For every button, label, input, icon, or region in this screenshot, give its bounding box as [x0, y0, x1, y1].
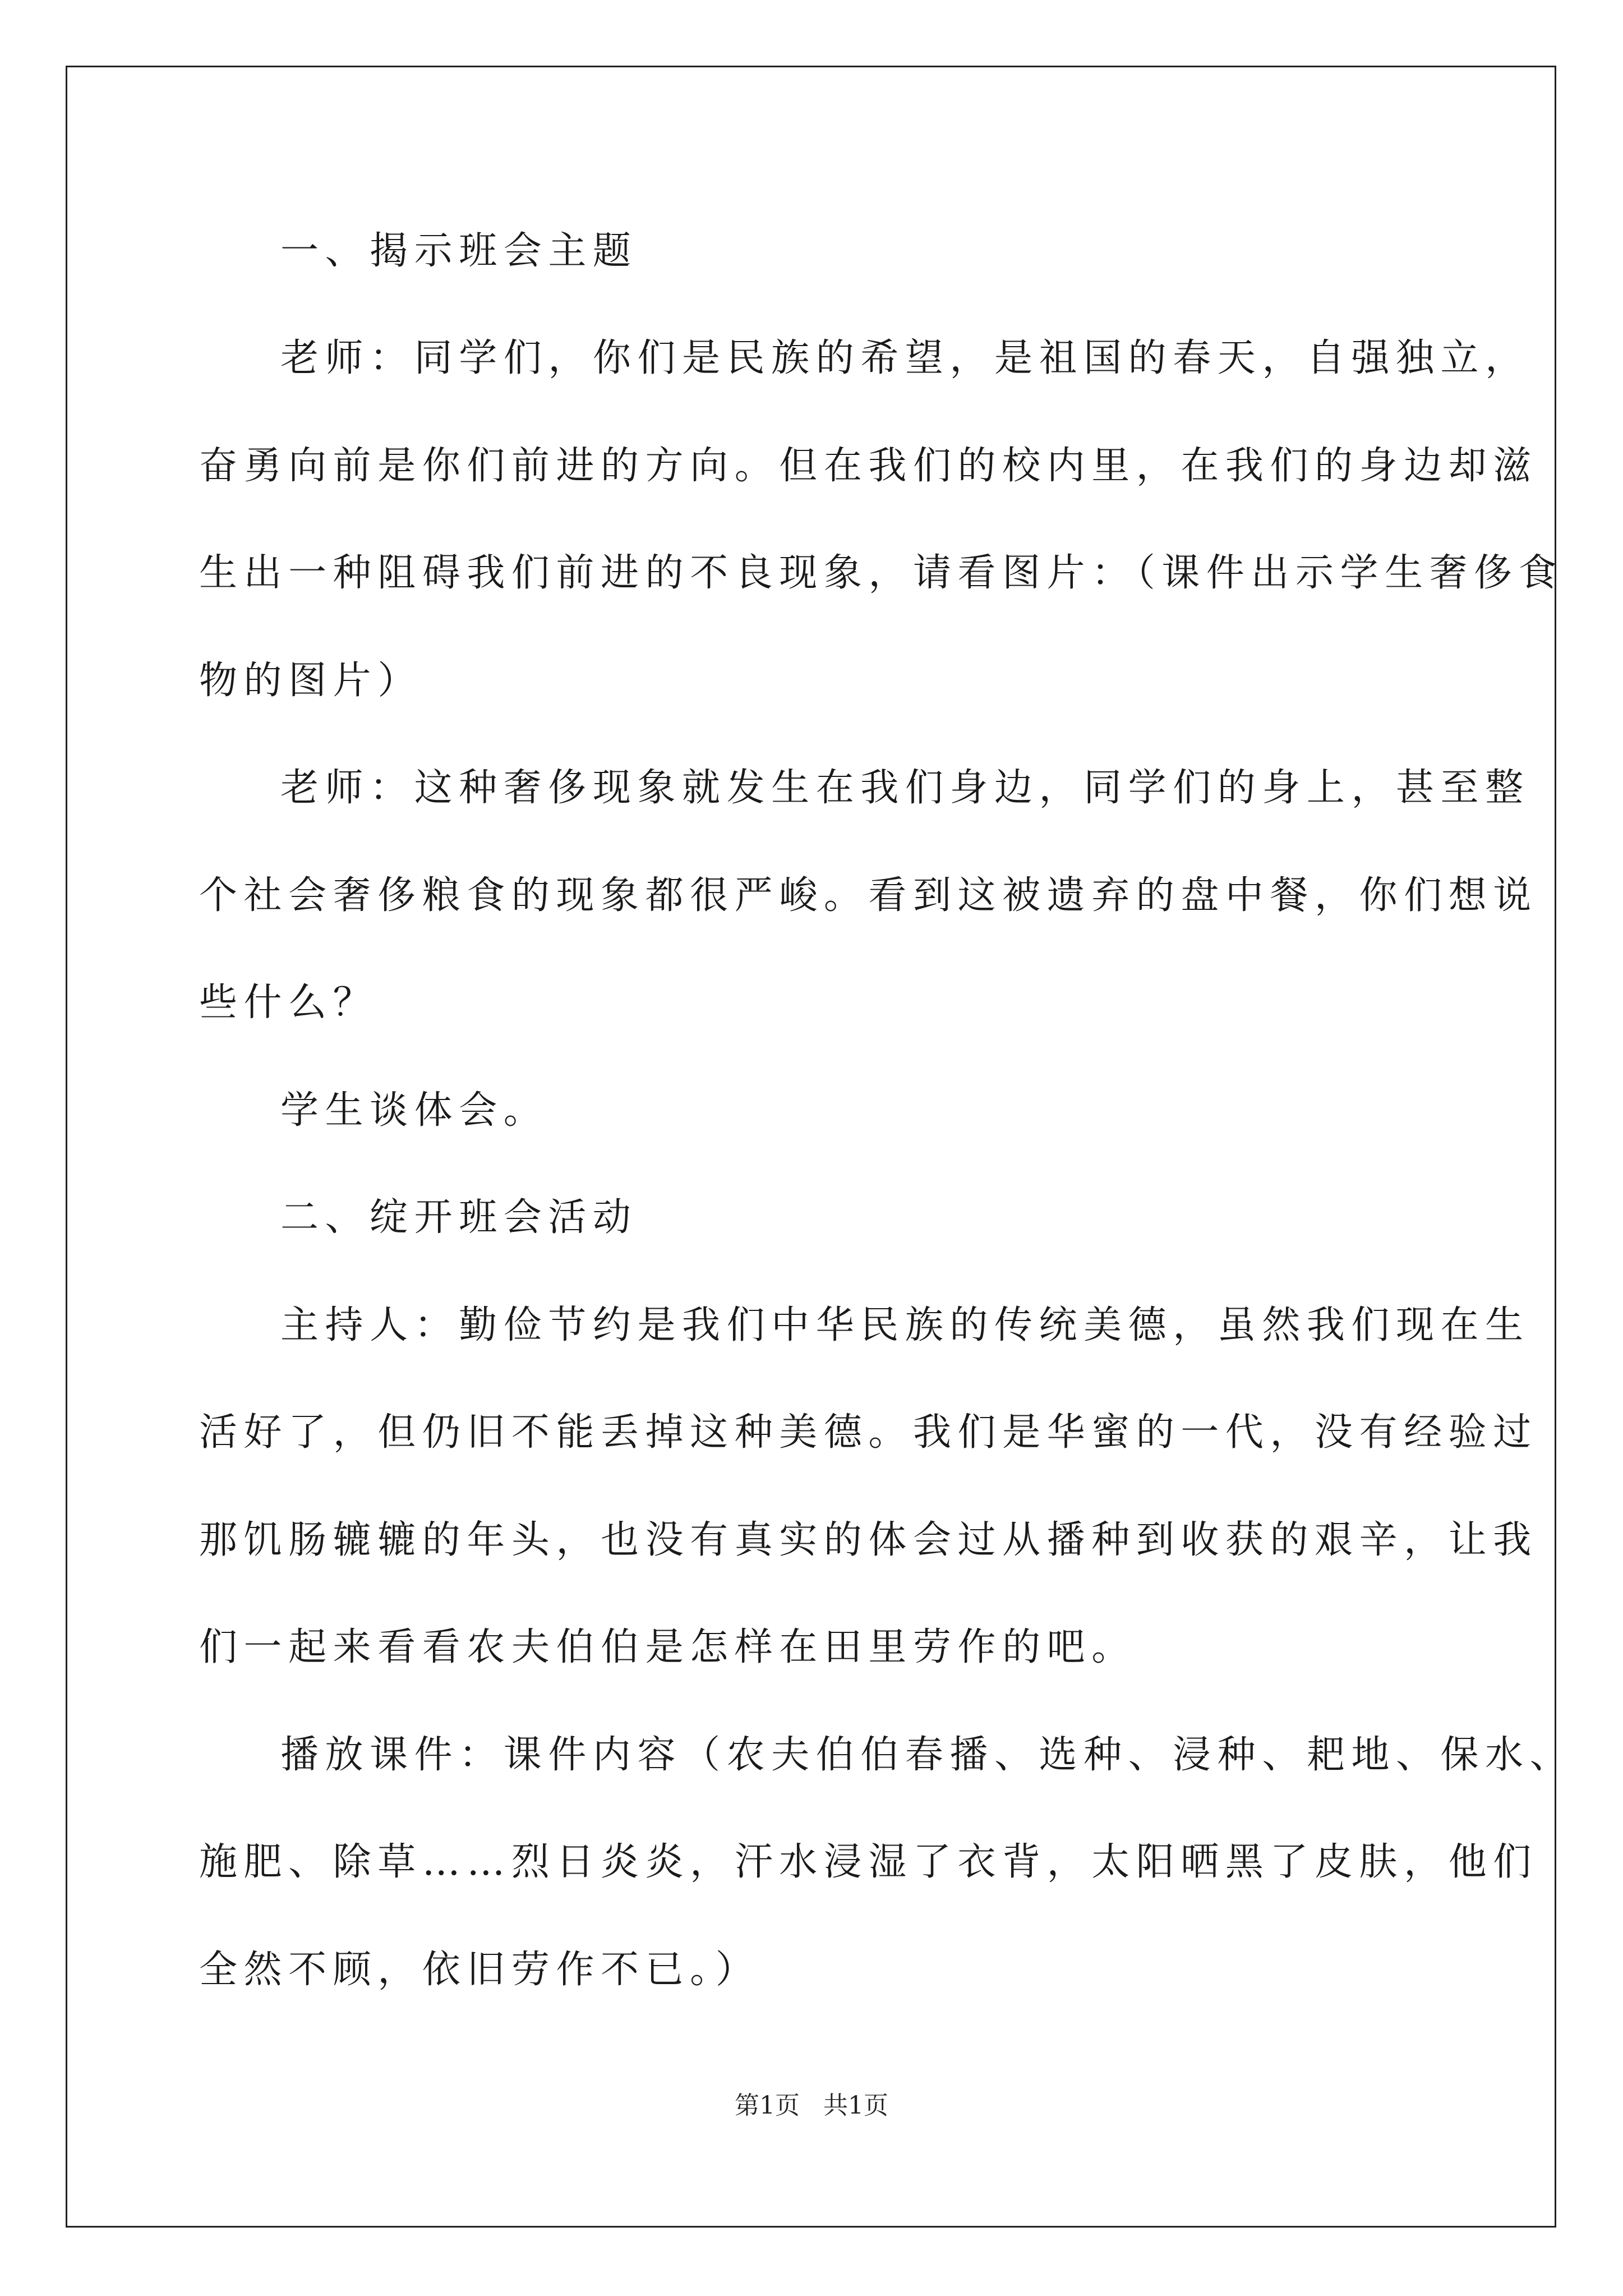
section-heading: 二、绽开班会活动	[280, 1195, 638, 1240]
paragraph-line: 学生谈体会。	[280, 1088, 548, 1133]
page-border	[66, 66, 1556, 2228]
paragraph-line: 们一起来看看农夫伯伯是怎样在田里劳作的吧。	[199, 1625, 1136, 1669]
paragraph-line: 老师：同学们，你们是民族的希望，是祖国的春天，自强独立，	[280, 336, 1530, 380]
paragraph-line: 些什么？	[199, 981, 378, 1025]
section-heading: 一、揭示班会主题	[280, 229, 638, 273]
paragraph-line: 生出一种阻碍我们前进的不良现象，请看图片：（课件出示学生奢侈食	[199, 551, 1564, 595]
paragraph-line: 那饥肠辘辘的年头，也没有真实的体会过从播种到收获的艰辛，让我	[199, 1518, 1538, 1562]
paragraph-line: 老师：这种奢侈现象就发生在我们身边，同学们的身上，甚至整	[280, 766, 1530, 810]
paragraph-line: 个社会奢侈粮食的现象都很严峻。看到这被遗弃的盘中餐，你们想说	[199, 873, 1538, 918]
page-number-footer: 第1页 共1页	[735, 2091, 888, 2120]
paragraph-line: 施肥、除草……烈日炎炎，汗水浸湿了衣背，太阳晒黑了皮肤，他们	[199, 1840, 1538, 1884]
paragraph-line: 主持人：勤俭节约是我们中华民族的传统美德，虽然我们现在生	[280, 1303, 1530, 1347]
paragraph-line: 活好了，但仍旧不能丢掉这种美德。我们是华蜜的一代，没有经验过	[199, 1410, 1538, 1455]
paragraph-line: 奋勇向前是你们前进的方向。但在我们的校内里，在我们的身边却滋	[199, 444, 1538, 488]
paragraph-line: 全然不顾，依旧劳作不已。）	[199, 1948, 760, 1992]
paragraph-line: 播放课件：课件内容（农夫伯伯春播、选种、浸种、耙地、保水、	[280, 1733, 1575, 1777]
paragraph-line: 物的图片）	[199, 659, 422, 703]
